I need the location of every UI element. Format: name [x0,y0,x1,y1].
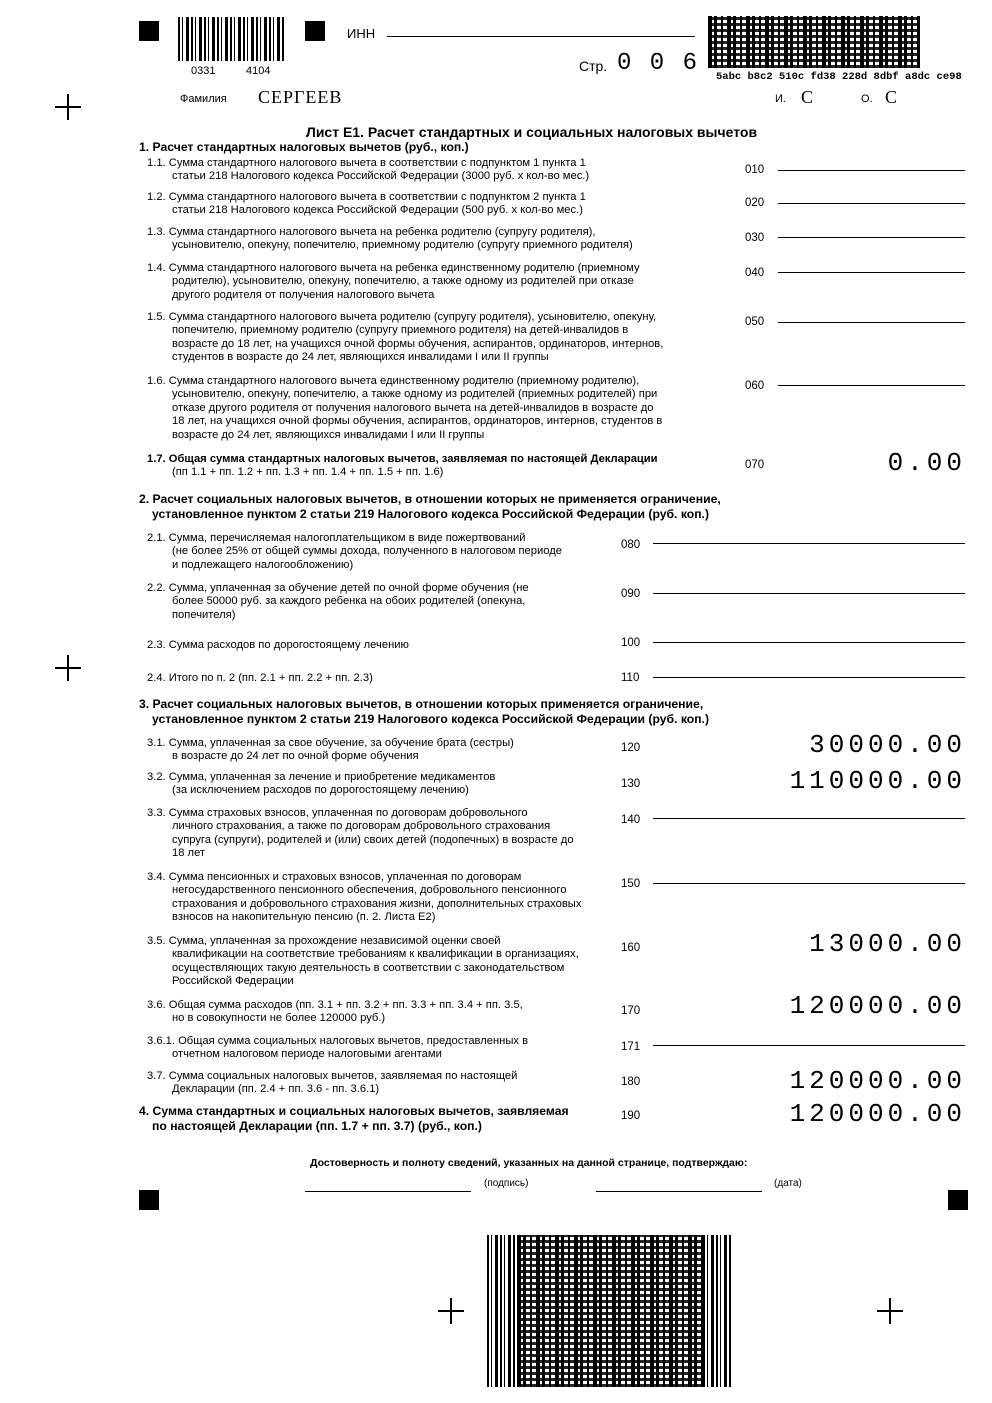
row-text: 1.5. Сумма стандартного налогового вычета родителю (супругу родителя), усыновителю, опекуну, [147,311,657,323]
row-text: 3.6.1. Общая сумма социальных налоговых вычетов, предоставленных в [147,1035,529,1047]
line-code: 090 [621,588,641,600]
inn-label: ИНН [347,26,376,41]
sheet-title: Лист Е1. Расчет стандартных и социальных налоговых вычетов [306,124,758,140]
line-code: 160 [621,942,641,954]
value-field[interactable] [778,272,965,273]
value-field[interactable] [653,677,965,678]
section-2-heading [139,492,721,522]
row-text: квалификации на соответствие требованиям к квалификации в организациях, [172,948,579,961]
corner-marker-top-mid [305,21,325,41]
value-field[interactable] [653,1045,965,1046]
document-hash: 5abc b8c2 510c fd38 228d 8dbf a8dc ce98 [716,71,962,83]
footer-barcode-right-edge [703,1235,733,1387]
corner-marker-top-left [139,21,159,41]
line-code: 170 [621,1005,641,1017]
line-code: 180 [621,1076,641,1088]
line-code: 100 [621,637,641,649]
line-code: 190 [621,1110,641,1122]
surname-label: Фамилия [180,93,227,105]
heading-line: 2. Расчет социальных налоговых вычетов, в отношении которых не применяется ограничение, [139,492,721,506]
line-code: 070 [745,459,765,471]
row-text: и подлежащего налогообложению) [172,558,354,571]
row-text: 18 лет [172,847,206,860]
footer-barcode-left-edge [487,1235,517,1387]
line-code: 150 [621,878,641,890]
value-field[interactable]: 30000.00 [809,730,966,760]
barcode-number-right: 4104 [246,65,271,77]
row-text: другого родителя от получения налогового вычета [172,288,435,301]
line-code: 110 [621,672,640,684]
inn-field-line [387,36,695,37]
row-text: усыновителю, опекуну, попечителю, а также одному из родителей (приемных родителей) при [172,388,658,401]
value-field[interactable]: 120000.00 [789,991,966,1021]
row-text: возрасте до 18 лет, на учащихся очной формы обучения, аспирантов, ординаторов, интернов, [172,337,664,350]
form-barcode [178,17,284,61]
row-text: отказе другого родителя от получения налогового вычета на детей-инвалидов в возрасте до [172,401,654,414]
line-code: 040 [745,267,765,279]
barcode-number-left: 0331 [191,65,216,77]
corner-marker-bottom-left [139,1190,159,1210]
name-initial: С [801,87,814,107]
row-text: 1.3. Сумма стандартного налогового вычета на ребенка родителю (супругу родителя), [147,226,596,238]
line-code: 130 [621,778,641,790]
row-text: личного страхования, а также по договорам добровольного страхования [172,820,551,833]
section-3-heading [139,697,709,727]
signature-field[interactable] [305,1191,471,1192]
row-text: 3.7. Сумма социальных налоговых вычетов, заявляемая по настоящей [147,1070,518,1082]
heading-line: установленное пунктом 2 статьи 219 Налогового кодекса Российской Федерации (руб. коп.) [152,712,710,726]
row-text: 2.3. Сумма расходов по дорогостоящему лечению [147,639,409,651]
row-text: 18 лет, на учащихся очной формы обучения, аспирантов, ординаторов, интернов, студентов в [172,415,663,428]
line-code: 060 [745,380,765,392]
row-text: статьи 218 Налогового кодекса Российской Федерации (500 руб. х кол-во мес.) [172,204,583,217]
value-field[interactable] [778,203,965,204]
row-text: 1.7. Общая сумма стандартных налоговых вычетов, заявляемая по настоящей Декларации [147,453,658,465]
value-field[interactable]: 120000.00 [789,1066,966,1096]
name-initial-label: И. [775,93,786,105]
page-label: Стр. [579,58,608,74]
surname-value: СЕРГЕЕВ [258,87,343,107]
date-label: (дата) [774,1178,802,1189]
line-code: 140 [621,814,641,826]
row-text: 3.6. Общая сумма расходов (пп. 3.1 + пп. 3.2 + пп. 3.3 + пп. 3.4 + пп. 3.5, [147,999,523,1011]
row-text: супруга (супруги), родителей и (или) своих детей (подопечных) в возрасте до [172,833,574,846]
row-text: осуществляющих такую деятельность в соответствии с законодательством [172,961,565,974]
row-text: (не более 25% от общей суммы дохода, полученного в налоговом периоде [172,545,562,558]
registration-cross [438,1298,464,1324]
value-field[interactable] [653,543,965,544]
line-code: 030 [745,232,765,244]
row-text: студентов в возрасте до 24 лет, являющихся инвалидами I или II группы [172,351,549,364]
row-text: 3.5. Сумма, уплаченная за прохождение независимой оценки своей [147,935,501,947]
row-text: взносов на накопительную пенсию (п. 2. Листа Е2) [172,911,436,924]
patronymic-initial-label: О. [861,93,873,105]
signature-label: (подпись) [484,1178,529,1189]
value-field[interactable]: 0.00 [887,448,966,478]
line-code: 020 [745,197,765,209]
line-code: 010 [745,164,765,176]
row-text: более 50000 руб. за каждого ребенка на обоих родителей (опекуна, [172,595,526,608]
section-1-heading: 1. Расчет стандартных налоговых вычетов (руб., коп.) [139,140,469,154]
registration-cross [877,1298,903,1324]
value-field[interactable] [778,237,965,238]
value-field[interactable] [653,642,965,643]
heading-line: установленное пунктом 2 статьи 219 Налогового кодекса Российской Федерации (руб. коп.) [152,507,710,521]
heading-line: 3. Расчет социальных налоговых вычетов, в отношении которых применяется ограничение, [139,697,704,711]
row-text: (пп 1.1 + пп. 1.2 + пп. 1.3 + пп. 1.4 + пп. 1.5 + пп. 1.6) [172,466,444,479]
line-code: 171 [621,1041,641,1053]
row-text: 1.4. Сумма стандартного налогового вычета на ребенка единственному родителю (приемному [147,262,640,274]
value-field[interactable]: 110000.00 [789,766,966,796]
row-text: в возрасте до 24 лет по очной форме обучения [172,750,419,763]
row-text: 2.4. Итого по п. 2 (пп. 2.1 + пп. 2.2 + пп. 2.3) [147,672,373,684]
value-field[interactable]: 13000.00 [809,929,966,959]
row-text: по настоящей Декларации (пп. 1.7 + пп. 3.7) (руб., коп.) [152,1119,482,1133]
row-text: Декларации (пп. 2.4 + пп. 3.6 - пп. 3.6.1) [172,1083,380,1096]
row-text: 3.3. Сумма страховых взносов, уплаченная по договорам добровольного [147,807,528,819]
value-field[interactable] [653,883,965,884]
patronymic-initial: С [885,87,898,107]
row-text: страхования и добровольного страхования жизни, дополнительных страховых [172,897,582,910]
row-text: 4. Сумма стандартных и социальных налоговых вычетов, заявляемая [139,1104,569,1118]
row-text: 1.1. Сумма стандартного налогового вычета в соответствии с подпунктом 1 пункта 1 [147,157,586,169]
row-text: Российской Федерации [172,975,294,988]
line-code: 080 [621,539,641,551]
row-text: статьи 218 Налогового кодекса Российской Федерации (3000 руб. х кол-во мес.) [172,170,590,183]
row-text: 3.1. Сумма, уплаченная за свое обучение, за обучение брата (сестры) [147,737,514,749]
header-2d-barcode [708,16,920,68]
value-field[interactable] [653,593,965,594]
value-field[interactable] [778,170,965,171]
footer-2d-barcode [517,1235,703,1387]
row-text: негосударственного пенсионного обеспечения, добровольного пенсионного [172,884,567,897]
value-field[interactable]: 120000.00 [789,1099,966,1129]
row-text: родителю), усыновителю, опекуну, попечителю, а также одному из родителей при отказе [172,275,634,288]
line-code: 120 [621,742,641,754]
row-text: но в совокупности не более 120000 руб.) [172,1012,386,1025]
corner-marker-bottom-right [948,1190,968,1210]
value-field[interactable] [653,818,965,819]
page-number: 0 0 6 [617,50,700,77]
row-text: усыновителю, опекуну, попечителю, приемному родителю (супругу приемного родителя) [172,239,633,252]
confirmation-text: Достоверность и полноту сведений, указанных на данной странице, подтверждаю: [310,1157,748,1169]
row-text: отчетном налоговом периоде налоговыми агентами [172,1048,442,1061]
value-field[interactable] [778,385,965,386]
row-text: попечителя) [172,608,236,621]
row-text: (за исключением расходов по дорогостоящему лечению) [172,784,469,797]
value-field[interactable] [778,322,965,323]
registration-cross [55,655,81,681]
row-text: 2.2. Сумма, уплаченная за обучение детей по очной форме обучения (не [147,582,529,594]
row-text: попечителю, приемному родителю (супругу приемного родителя) на детей-инвалидов в [172,324,629,337]
row-text: 1.2. Сумма стандартного налогового вычета в соответствии с подпунктом 2 пункта 1 [147,191,586,203]
line-code: 050 [745,316,765,328]
date-field[interactable] [596,1191,762,1192]
row-text: 2.1. Сумма, перечисляемая налогоплательщиком в виде пожертвований [147,532,526,544]
registration-cross [55,94,81,120]
row-text: 1.6. Сумма стандартного налогового вычета единственному родителю (приемному родителю), [147,375,640,387]
row-text: возрасте до 24 лет, являющихся инвалидами I или II группы [172,428,485,441]
row-text: 3.2. Сумма, уплаченная за лечение и приобретение медикаментов [147,771,496,783]
row-text: 3.4. Сумма пенсионных и страховых взносов, уплаченная по договорам [147,871,522,883]
